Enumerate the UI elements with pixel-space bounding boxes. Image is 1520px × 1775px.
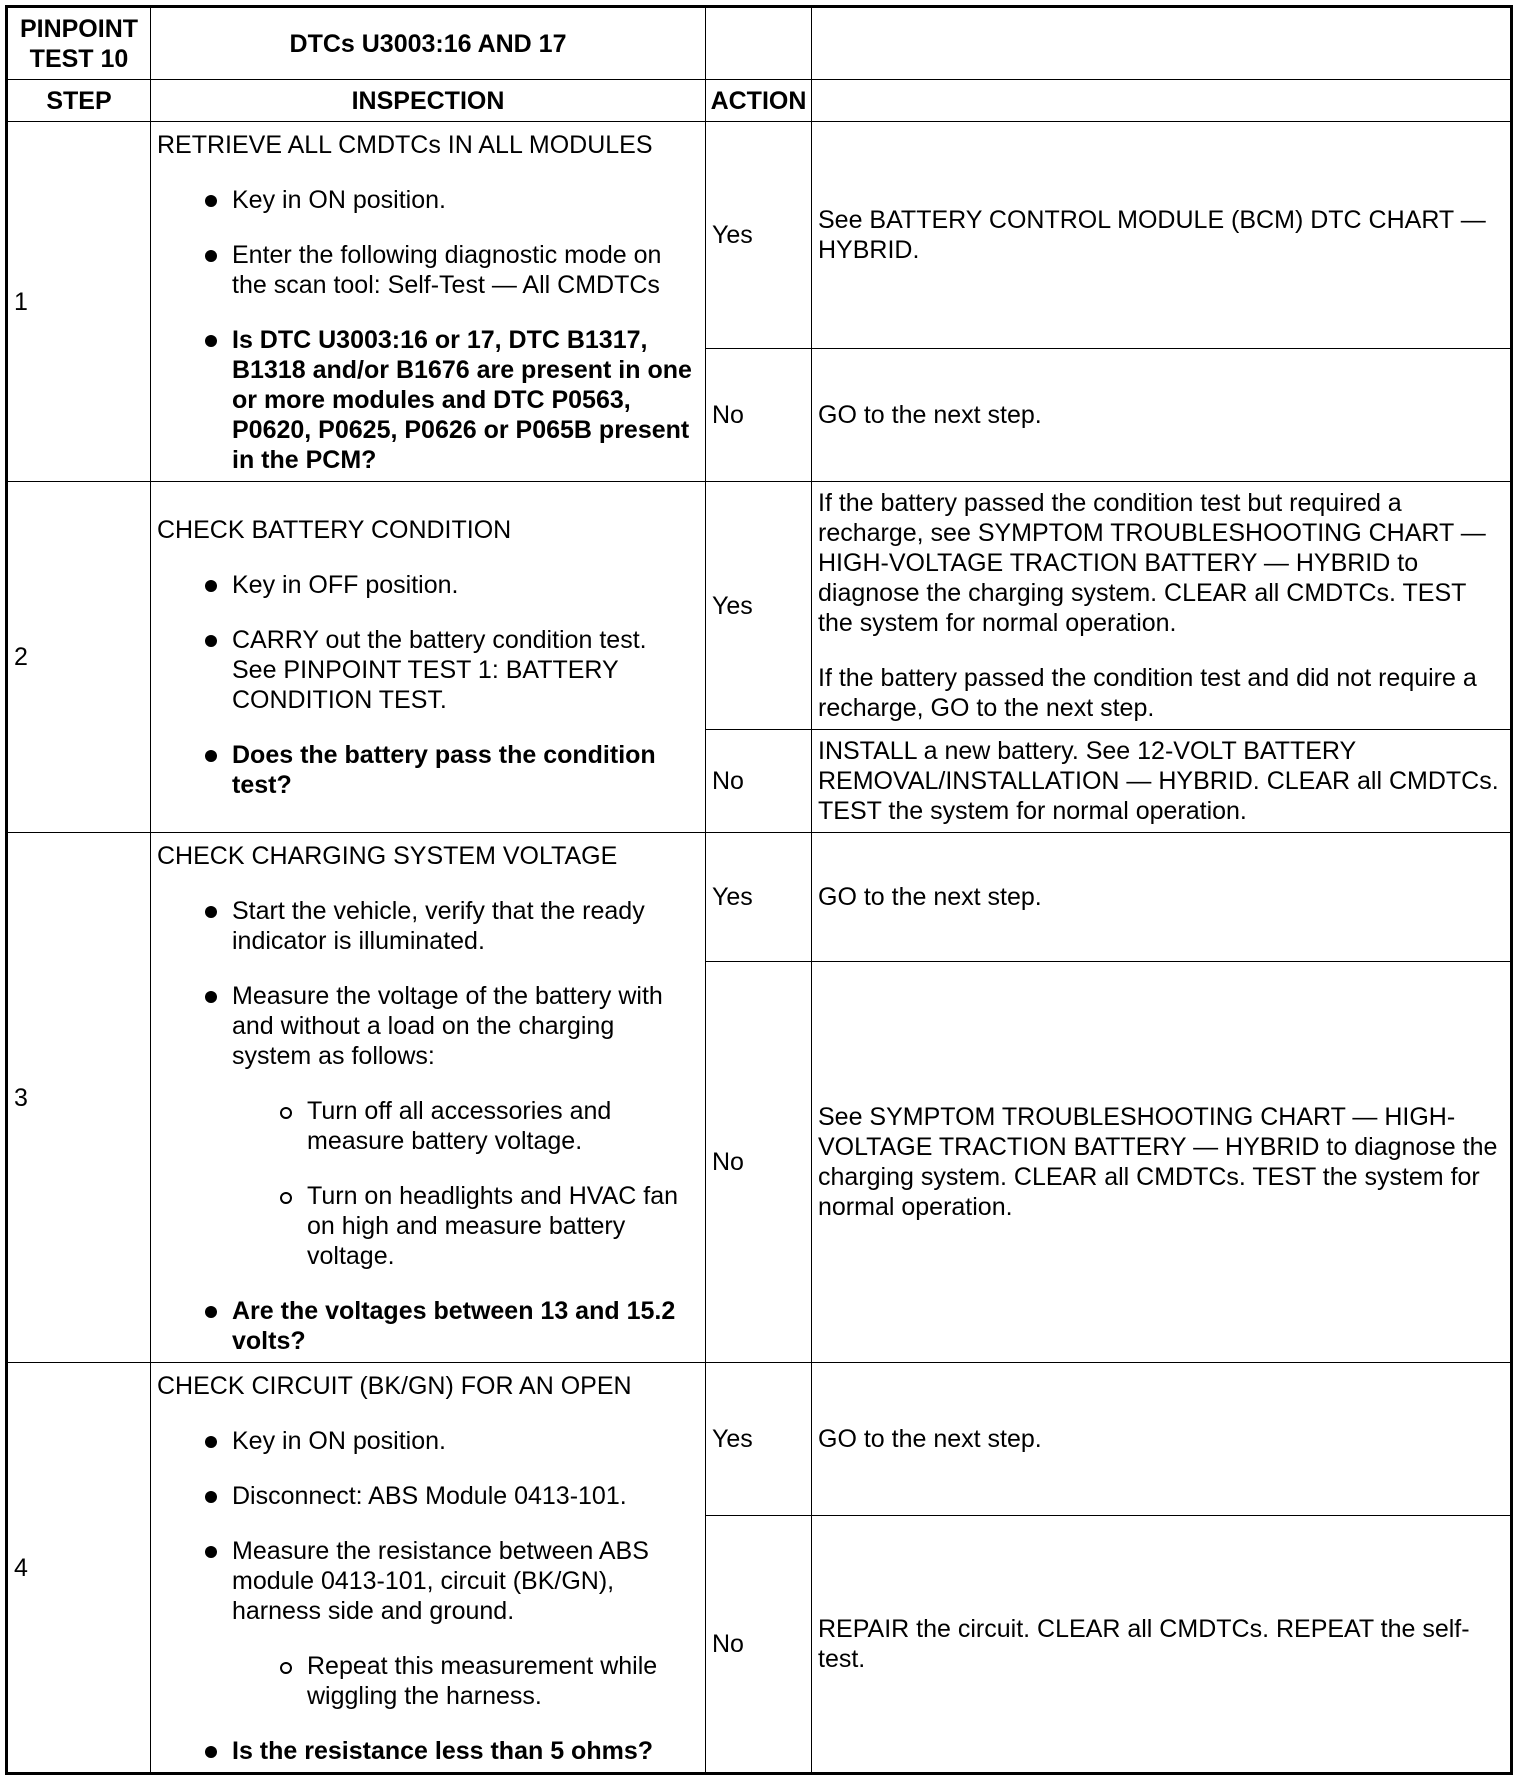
bullet-item: Key in ON position. (157, 185, 695, 215)
result-no: REPAIR the circuit. CLEAR all CMDTCs. REPEAT the self-test. (812, 1515, 1512, 1773)
result-yes (812, 482, 1512, 730)
step-row (7, 833, 1512, 962)
header-blank-right (812, 7, 1512, 80)
step-number: 2 (7, 482, 151, 833)
action-no: No (706, 1515, 812, 1773)
step-row (7, 1363, 1512, 1516)
step-title: CHECK CIRCUIT (BK/GN) FOR AN OPEN (157, 1372, 632, 1400)
action-yes: Yes (706, 482, 812, 730)
step-title: CHECK BATTERY CONDITION (157, 516, 512, 544)
step-row (7, 122, 1512, 349)
step-title: CHECK CHARGING SYSTEM VOLTAGE (157, 842, 618, 870)
action-yes: Yes (706, 833, 812, 962)
inspection-cell (151, 1363, 706, 1774)
inspection-cell (151, 833, 706, 1363)
sub-bullet-item: Turn off all accessories and measure battery voltage. (157, 1096, 695, 1156)
action-no: No (706, 730, 812, 833)
step-number: 4 (7, 1363, 151, 1774)
bullet-item: Start the vehicle, verify that the ready indicator is illuminated. (157, 896, 695, 956)
bullet-item: Disconnect: ABS Module 0413-101. (157, 1481, 695, 1511)
bullet-item: Measure the voltage of the battery with and without a load on the charging system as follows: (157, 981, 695, 1071)
pinpoint-test-table (5, 5, 1513, 1775)
header-blank (706, 7, 812, 80)
step-number: 3 (7, 833, 151, 1363)
step-question: Is the resistance less than 5 ohms? (157, 1736, 695, 1766)
step-row (7, 482, 1512, 730)
action-no: No (706, 961, 812, 1362)
step-question: Is DTC U3003:16 or 17, DTC B1317, B1318 and/or B1676 are present in one or more modules and DTC P0563, P0620, P0625, P0626 or P065B present in the PCM? (157, 325, 695, 475)
sub-bullet-item: Repeat this measurement while wiggling the harness. (157, 1651, 695, 1711)
result-paragraph: If the battery passed the condition test and did not require a recharge, GO to the next step. (818, 664, 1477, 722)
step-question: Are the voltages between 13 and 15.2 volts? (157, 1296, 695, 1356)
pinpoint-test-label: PINPOINT TEST 10 (7, 7, 151, 80)
sub-bullet-item: Turn on headlights and HVAC fan on high and measure battery voltage. (157, 1181, 695, 1271)
step-number: 1 (7, 122, 151, 482)
result-yes: GO to the next step. (812, 833, 1512, 962)
bullet-item: Measure the resistance between ABS module 0413-101, circuit (BK/GN), harness side and ground. (157, 1536, 695, 1626)
result-yes: GO to the next step. (812, 1363, 1512, 1516)
result-no: See SYMPTOM TROUBLESHOOTING CHART — HIGH-VOLTAGE TRACTION BATTERY — HYBRID to diagnose the charging system. CLEAR all CMDTCs. TEST the system for normal operation. (812, 961, 1512, 1362)
test-subject: DTCs U3003:16 AND 17 (151, 7, 706, 80)
title-row (7, 7, 1512, 80)
bullet-item: CARRY out the battery condition test. See PINPOINT TEST 1: BATTERY CONDITION TEST. (157, 625, 695, 715)
col-inspection: INSPECTION (151, 80, 706, 122)
action-yes: Yes (706, 122, 812, 349)
action-no: No (706, 348, 812, 481)
step-title: RETRIEVE ALL CMDTCs IN ALL MODULES (157, 131, 653, 159)
bullet-item: Enter the following diagnostic mode on the scan tool: Self-Test — All CMDTCs (157, 240, 695, 300)
inspection-cell (151, 122, 706, 482)
bullet-item: Key in ON position. (157, 1426, 695, 1456)
column-header-row (7, 80, 1512, 122)
result-no: GO to the next step. (812, 348, 1512, 481)
step-question: Does the battery pass the condition test? (157, 740, 695, 800)
col-action: ACTION (706, 80, 812, 122)
col-step: STEP (7, 80, 151, 122)
inspection-cell (151, 482, 706, 833)
result-no: INSTALL a new battery. See 12-VOLT BATTERY REMOVAL/INSTALLATION — HYBRID. CLEAR all CMDTCs. TEST the system for normal operation. (812, 730, 1512, 833)
bullet-item: Key in OFF position. (157, 570, 695, 600)
action-yes: Yes (706, 1363, 812, 1516)
result-paragraph: If the battery passed the condition test but required a recharge, see SYMPTOM TROUBLESHOOTING CHART — HIGH-VOLTAGE TRACTION BATTERY — HYBRID to diagnose the charging system. CLEAR all CMDTCs. TEST the system for normal operation. (818, 489, 1486, 637)
col-result (812, 80, 1512, 122)
result-yes: See BATTERY CONTROL MODULE (BCM) DTC CHART — HYBRID. (812, 122, 1512, 349)
